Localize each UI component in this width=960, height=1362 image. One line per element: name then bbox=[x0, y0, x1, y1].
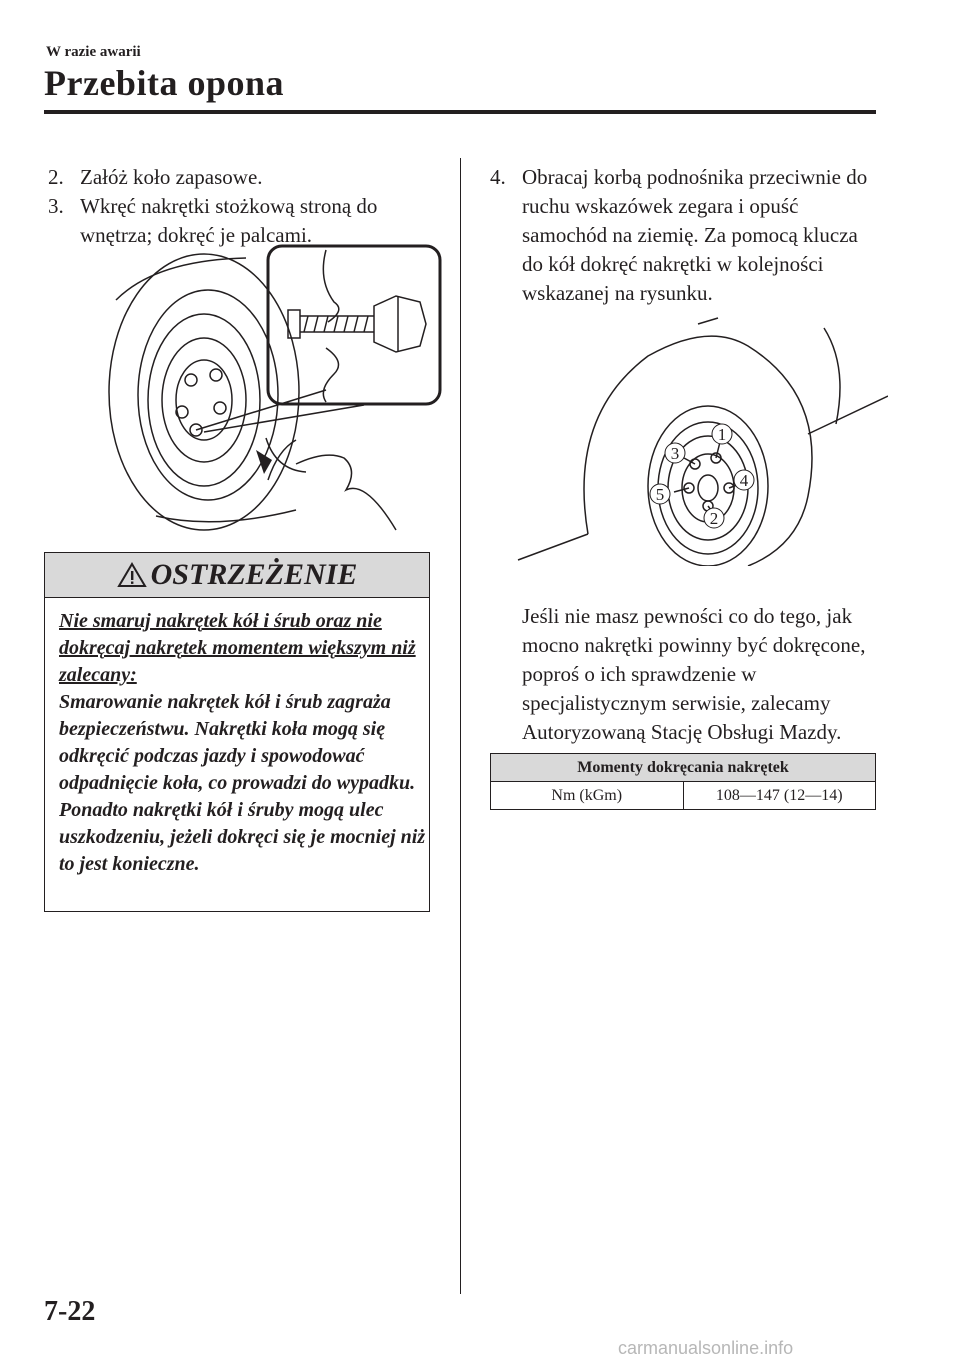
sequence-label-1: 1 bbox=[717, 425, 727, 444]
step-number: 3. bbox=[48, 194, 64, 218]
step-text: Obracaj korbą podnośnika przeciwnie do ruchu wskazówek zegara i opuść samochód na ziemię. Za pomocą klucza do kół dokręć nakrętki w kolejności wskazanej na rysunku. bbox=[522, 165, 868, 305]
column-divider bbox=[460, 158, 461, 1294]
torque-note: Jeśli nie masz pewności co do tego, jak mocno nakrętki powinny być dokręcone, poproś o ich sprawdzenie w specjalistycznym serwisie, zalecamy Autoryzowaną Stację Obsługi Mazdy. bbox=[522, 604, 866, 744]
step-text: Załóż koło zapasowe. bbox=[80, 165, 263, 189]
warning-header bbox=[45, 553, 429, 598]
warning-text: Smarowanie nakrętek kół i śrub zagraża bezpieczeństwu. Nakrętki koła mogą się odkręcić podczas jazdy i spowodować odpadnięcie koła, co prowadzi do wypadku. Ponadto nakrętki kół i śruby mogą ulec uszkodzeniu, jeżeli dokręci się je mocniej niż to jest konieczne. bbox=[59, 691, 426, 875]
step-text: Wkręć nakrętki stożkową stroną do wnętrza; dokręć je palcami. bbox=[80, 194, 378, 247]
warning-title: OSTRZEŻENIE bbox=[150, 558, 358, 591]
spare-wheel-illustration bbox=[96, 240, 446, 532]
sequence-label-3: 3 bbox=[670, 444, 680, 463]
step-4 bbox=[490, 163, 875, 308]
footer-watermark: carmanualsonline.info bbox=[618, 1338, 794, 1358]
step-number: 2. bbox=[48, 165, 64, 189]
section-label: W razie awarii bbox=[46, 44, 141, 60]
table-header: Momenty dokręcania nakrętek bbox=[491, 754, 876, 782]
sequence-label-2: 2 bbox=[709, 509, 719, 528]
step-number: 4. bbox=[490, 165, 506, 189]
warning-emphasis: Nie smaruj nakrętek kół i śrub oraz nie dokręcaj nakrętek momentem większym niż zalecany: bbox=[59, 610, 416, 686]
table-row bbox=[491, 782, 876, 810]
sequence-label-4: 4 bbox=[739, 471, 749, 490]
page-title: Przebita opona bbox=[44, 63, 284, 103]
torque-table bbox=[490, 753, 876, 810]
table-cell-value: 108—147 (12—14) bbox=[683, 782, 876, 810]
title-rule bbox=[44, 110, 876, 114]
warning-body bbox=[45, 598, 429, 878]
table-cell-unit: Nm (kGm) bbox=[491, 782, 684, 810]
warning-triangle-icon bbox=[117, 562, 147, 588]
step-2 bbox=[48, 163, 438, 192]
warning-box bbox=[44, 552, 430, 912]
table-header-row bbox=[491, 754, 876, 782]
tightening-sequence-illustration bbox=[508, 316, 888, 566]
page-number: 7-22 bbox=[44, 1296, 96, 1327]
sequence-label-5: 5 bbox=[655, 485, 665, 504]
